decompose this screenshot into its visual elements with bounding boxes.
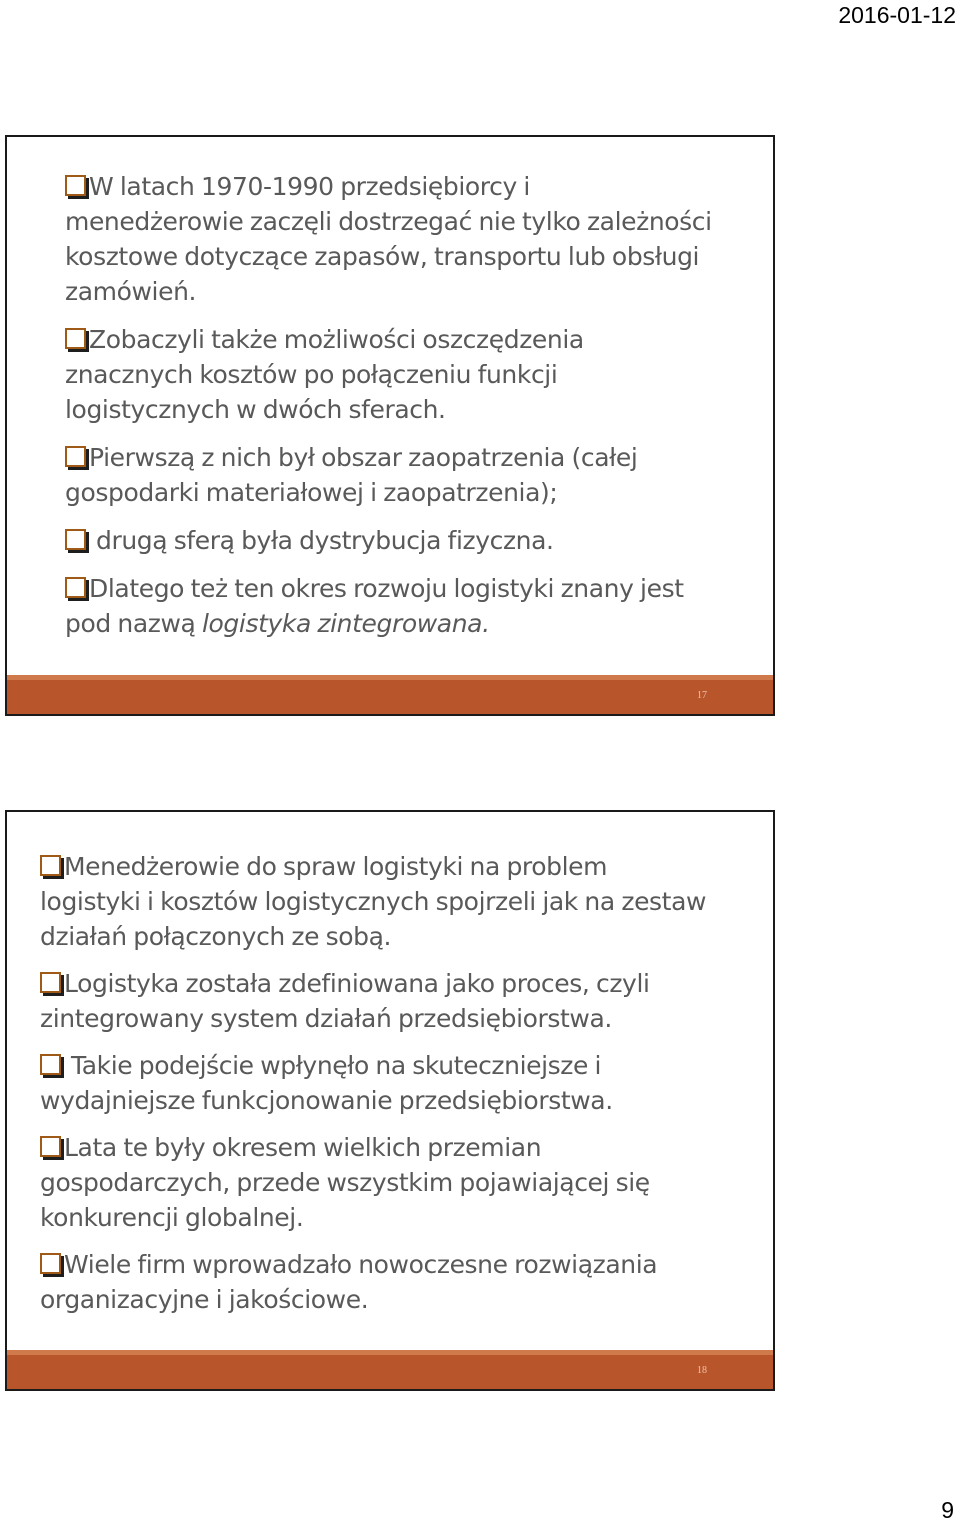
checkbox-bullet-icon — [65, 328, 86, 349]
bullet-text: Wiele firm wprowadzało nowoczesne rozwiązania organizacyjne i jakościowe. — [40, 1250, 658, 1314]
checkbox-bullet-icon — [40, 972, 61, 993]
bullet-text: W latach 1970-1990 przedsiębiorcy i menedżerowie zaczęli dostrzegać nie tylko zależności kosztowe dotyczące zapasów, transportu lub obsługi zamówień. — [65, 172, 712, 306]
slide-content — [7, 137, 773, 654]
bullet-emphasis: logistyka zintegrowana. — [201, 609, 490, 638]
bullet-text: Lata te były okresem wielkich przemian gospodarczych, przede wszystkim pojawiającej się konkurencji globalnej. — [40, 1133, 650, 1232]
bullet-item — [65, 440, 713, 510]
bullet-item — [40, 1048, 713, 1118]
bullet-item — [40, 1247, 713, 1317]
bullet-text: drugą sferą była dystrybucja fizyczna. — [96, 526, 554, 555]
slide-content — [7, 812, 773, 1329]
bullet-item — [65, 322, 713, 427]
bullet-item — [65, 169, 713, 309]
bullet-item — [40, 966, 713, 1036]
slide-number: 17 — [697, 690, 707, 701]
checkbox-bullet-icon — [65, 446, 86, 467]
checkbox-bullet-icon — [40, 1054, 61, 1075]
bullet-item — [65, 523, 713, 558]
bullet-text: Logistyka została zdefiniowana jako proces, czyli zintegrowany system działań przedsiębiorstwa. — [40, 969, 650, 1033]
bullet-text: Takie podejście wpłynęło na skuteczniejsze i wydajniejsze funkcjonowanie przedsiębiorstwa. — [40, 1051, 613, 1115]
bullet-item — [40, 849, 713, 954]
checkbox-bullet-icon — [65, 175, 86, 196]
bullet-item — [40, 1130, 713, 1235]
bullet-text: Menedżerowie do spraw logistyki na problem logistyki i kosztów logistycznych spojrzeli jak na zestaw działań połączonych ze sobą. — [40, 852, 707, 951]
checkbox-bullet-icon — [40, 855, 61, 876]
checkbox-bullet-icon — [65, 529, 86, 550]
bullet-text: Pierwszą z nich był obszar zaopatrzenia (całej gospodarki materiałowej i zaopatrzenia); — [65, 443, 638, 507]
checkbox-bullet-icon — [65, 577, 86, 598]
bullet-text: Dlatego też ten okres rozwoju logistyki znany jest pod nazwą — [65, 574, 684, 638]
header-date: 2016-01-12 — [838, 2, 956, 28]
bullet-text: Zobaczyli także możliwości oszczędzenia znacznych kosztów po połączeniu funkcji logistycznych w dwóch sferach. — [65, 325, 584, 424]
bullet-item — [65, 571, 713, 641]
slide-17 — [5, 135, 775, 716]
slide-number: 18 — [697, 1365, 707, 1376]
page-number: 9 — [941, 1497, 954, 1523]
checkbox-bullet-icon — [40, 1253, 61, 1274]
slide-footer-bar — [7, 675, 773, 714]
checkbox-bullet-icon — [40, 1136, 61, 1157]
slide-18 — [5, 810, 775, 1391]
slide-footer-bar — [7, 1350, 773, 1389]
